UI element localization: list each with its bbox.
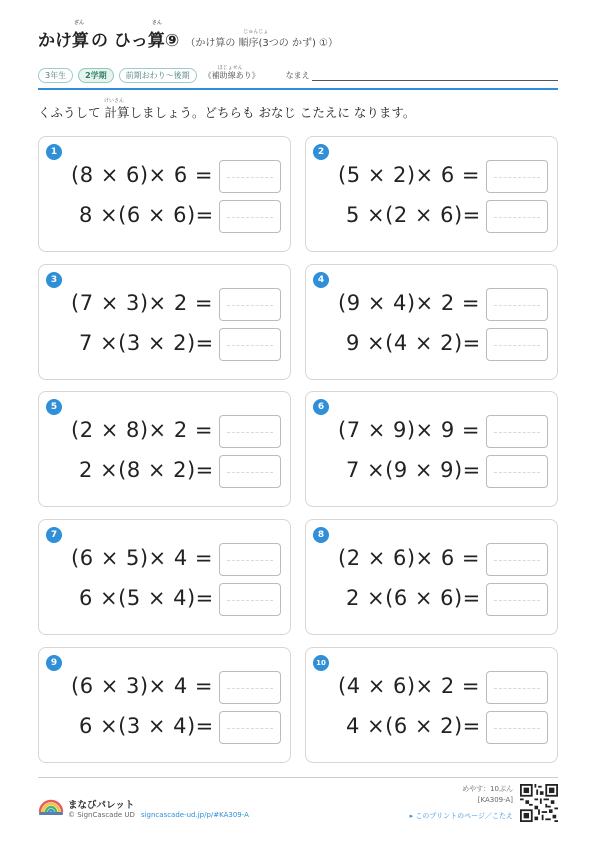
- answer-box-bottom[interactable]: [219, 455, 281, 488]
- equation-bottom: 9 ×(4 × 2)=: [346, 331, 481, 355]
- problem-card-6: [305, 391, 558, 507]
- problem-card-8: [305, 519, 558, 635]
- header-divider: [38, 88, 558, 90]
- copyright-text: © SignCascade UD signcascade-ud.jp/p/#KA309-A: [68, 811, 249, 819]
- title-part: ⑨: [164, 31, 180, 51]
- equation-top: (2 × 6)× 6 =: [338, 546, 480, 570]
- equation-top: (6 × 3)× 4 =: [71, 674, 213, 698]
- answer-box-bottom[interactable]: [219, 583, 281, 616]
- name-field[interactable]: [312, 80, 558, 81]
- equation-bottom: 2 ×(8 × 2)=: [79, 458, 214, 482]
- answer-box-top[interactable]: [219, 543, 281, 576]
- answer-box-top[interactable]: [486, 288, 548, 321]
- equation-top: (7 × 3)× 2 =: [71, 291, 213, 315]
- problem-number-badge: 10: [313, 655, 329, 671]
- answer-box-bottom[interactable]: [486, 328, 548, 361]
- problem-card-1: [38, 136, 291, 252]
- instruction-text: けいさん くふうして 計算しましょう。どちらも おなじ こたえに なります。: [38, 98, 416, 120]
- answer-box-top[interactable]: [219, 288, 281, 321]
- problem-card-2: [305, 136, 558, 252]
- answer-box-bottom[interactable]: [486, 583, 548, 616]
- title-part: かけ: [38, 31, 72, 51]
- time-estimate: めやす：10ぷん: [462, 785, 513, 793]
- problem-number-badge: 9: [46, 655, 62, 671]
- answer-box-top[interactable]: [219, 671, 281, 704]
- equation-top: (4 × 6)× 2 =: [338, 674, 480, 698]
- worksheet-code: [KA309-A]: [477, 796, 513, 804]
- title-part: さん 算: [147, 20, 165, 51]
- equation-bottom: 5 ×(2 × 6)=: [346, 203, 481, 227]
- title-part: の ひっ: [91, 31, 148, 51]
- problem-number-badge: 4: [313, 272, 329, 288]
- equation-bottom: 7 ×(9 × 9)=: [346, 458, 481, 482]
- problem-card-3: [38, 264, 291, 380]
- problem-number-badge: 6: [313, 399, 329, 415]
- equation-top: (8 × 6)× 6 =: [71, 163, 213, 187]
- problem-number-badge: 3: [46, 272, 62, 288]
- page-url-link[interactable]: signcascade-ud.jp/p/#KA309-A: [140, 811, 249, 819]
- answer-box-bottom[interactable]: [486, 711, 548, 744]
- answer-box-top[interactable]: [486, 160, 548, 193]
- equation-bottom: 8 ×(6 × 6)=: [79, 203, 214, 227]
- footer-divider: [38, 777, 558, 778]
- title-part: ざん 算: [72, 20, 89, 51]
- equation-bottom: 2 ×(6 × 6)=: [346, 586, 481, 610]
- equation-bottom: 6 ×(3 × 4)=: [79, 714, 214, 738]
- answer-box-top[interactable]: [486, 543, 548, 576]
- equation-bottom: 6 ×(5 × 4)=: [79, 586, 214, 610]
- answer-box-top[interactable]: [486, 671, 548, 704]
- equation-bottom: 4 ×(6 × 2)=: [346, 714, 481, 738]
- hint-label: ほじょせん 《補助線あり》: [203, 64, 260, 80]
- equation-top: (6 × 5)× 4 =: [71, 546, 213, 570]
- problem-number-badge: 5: [46, 399, 62, 415]
- answer-box-bottom[interactable]: [219, 711, 281, 744]
- equation-top: (9 × 4)× 2 =: [338, 291, 480, 315]
- grade-badge: 3年生: [38, 68, 73, 83]
- answer-box-top[interactable]: [219, 415, 281, 448]
- answer-box-top[interactable]: [219, 160, 281, 193]
- problem-card-7: [38, 519, 291, 635]
- answer-box-bottom[interactable]: [486, 455, 548, 488]
- answer-box-bottom[interactable]: [486, 200, 548, 233]
- equation-top: (7 × 9)× 9 =: [338, 418, 480, 442]
- equation-top: (5 × 2)× 6 =: [338, 163, 480, 187]
- term-badge: 2学期: [78, 68, 114, 83]
- name-label: なまえ: [285, 70, 310, 80]
- problem-number-badge: 7: [46, 527, 62, 543]
- brand-name: まなびパレット: [68, 800, 135, 811]
- problem-card-4: [305, 264, 558, 380]
- rainbow-logo-icon: [38, 794, 64, 816]
- page-subtitle: じゅんじょ （かけ算の 順序(3つの かず) ①）: [185, 29, 338, 49]
- worksheet-header: [38, 20, 558, 51]
- answer-box-bottom[interactable]: [219, 200, 281, 233]
- problem-number-badge: 8: [313, 527, 329, 543]
- answer-box-top[interactable]: [486, 415, 548, 448]
- qr-code-icon[interactable]: [520, 784, 558, 822]
- problem-card-10: [305, 647, 558, 763]
- problem-card-9: [38, 647, 291, 763]
- problem-card-5: [38, 391, 291, 507]
- period-badge: 前期おわり～後期: [119, 68, 197, 83]
- equation-top: (2 × 8)× 2 =: [71, 418, 213, 442]
- answer-page-link[interactable]: ▸ このプリントのページ／こたえ: [409, 812, 513, 820]
- problem-number-badge: 1: [46, 144, 62, 160]
- equation-bottom: 7 ×(3 × 2)=: [79, 331, 214, 355]
- problem-number-badge: 2: [313, 144, 329, 160]
- answer-box-bottom[interactable]: [219, 328, 281, 361]
